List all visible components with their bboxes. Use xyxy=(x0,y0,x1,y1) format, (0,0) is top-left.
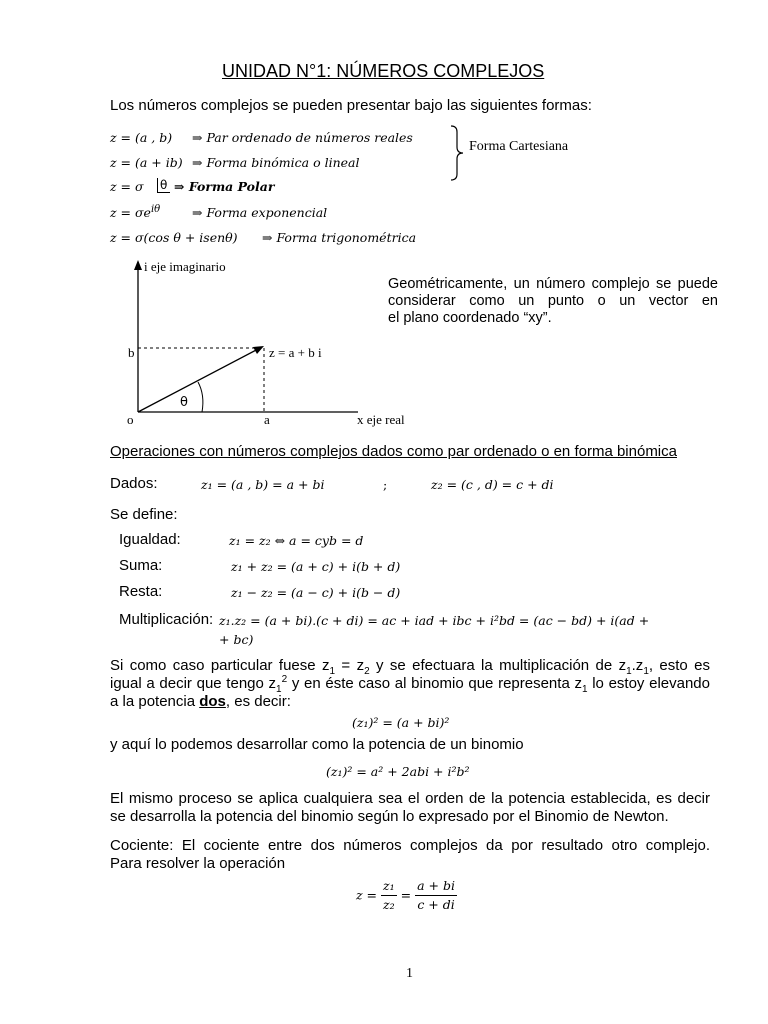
develop-text: y aquí lo podemos desarrollar como la potencia de un binomio xyxy=(110,736,524,753)
separator: ; xyxy=(383,477,388,492)
form-trig-rhs: ⇒ Forma trigonométrica xyxy=(262,230,417,245)
imaginary-axis-arrow xyxy=(134,260,142,270)
form-pair-rhs: ⇒ Par ordenado de números reales xyxy=(192,130,413,145)
brace-label: Forma Cartesiana xyxy=(469,139,569,154)
x-axis-label: x eje real xyxy=(357,412,405,427)
operations-heading: Operaciones con números complejos dados como par ordenado o en forma binómica xyxy=(110,443,677,460)
form-exp-base: z = σe xyxy=(110,205,151,220)
form-exp-power: iθ xyxy=(150,203,161,215)
geometric-text-2: el plano coordenado “xy”. xyxy=(388,310,552,326)
vector-arrow xyxy=(253,346,264,354)
igualdad-label: Igualdad: xyxy=(119,531,181,548)
equation-square: (z₁)² = (a + bi)² xyxy=(352,715,450,730)
geometric-text-1: Geométricamente, un número complejo se puede considerar como un punto o un vector en xyxy=(388,276,718,309)
equation-expand: (z₁)² = a² + 2abi + i²b² xyxy=(326,764,470,779)
page-title: UNIDAD N°1: NÚMEROS COMPLEJOS xyxy=(222,61,545,81)
b-label: b xyxy=(128,345,135,360)
newton-text-2: se desarrolla la potencia del binomio según lo expresado por el Binomio de Newton. xyxy=(110,808,669,825)
resta-formula: z₁ − z₂ = (a − c) + i(b − d) xyxy=(231,585,401,600)
multiplicacion-label: Multiplicación: xyxy=(119,611,214,628)
form-polar-lhs: z = σ xyxy=(110,179,144,194)
form-trig-lhs: z = σ(cos θ + isenθ) xyxy=(110,230,238,245)
newton-text-1: El mismo proceso se aplica cualquiera sea el orden de la potencia establecida, es decir xyxy=(110,790,710,807)
quotient-text-2: Para resolver la operación xyxy=(110,855,286,872)
quotient-text-1: Cociente: El cociente entre dos números complejos da por resultado otro complejo. xyxy=(110,837,710,854)
z2-definition: z₂ = (c , d) = c + di xyxy=(431,477,554,492)
suma-label: Suma: xyxy=(119,557,163,574)
resta-label: Resta: xyxy=(119,583,163,600)
form-binomic-lhs: z = (a + ib) xyxy=(110,155,183,170)
intro-text: Los números complejos se pueden presentar bajo las siguientes formas: xyxy=(110,97,592,114)
suma-formula: z₁ + z₂ = (a + c) + i(b + d) xyxy=(231,559,401,574)
bold-word-dos: dos xyxy=(199,693,226,710)
vector-z xyxy=(138,348,260,412)
particular-case-paragraph: Si como caso particular fuese $z_1 = z_2$ y se efectuara la multiplicación de $z_1.z_1$, esto es igual a decir que tengo $z_1^2$ y en éste caso al binomio que representa $z_1$ lo estoy elevando a la potencia dos, es decir: xyxy=(110,657,710,710)
angle-arc xyxy=(198,382,203,412)
origin-label: o xyxy=(127,412,134,427)
angle-label: θ xyxy=(180,395,188,410)
a-label: a xyxy=(264,412,270,427)
multiplicacion-formula-cont: + bc) xyxy=(219,632,254,647)
multiplicacion-formula: z₁.z₂ = (a + bi).(c + di) = ac + iad + ibc + i²bd = (ac − bd) + i(ad + xyxy=(219,613,650,628)
form-binomic-rhs: ⇒ Forma binómica o lineal xyxy=(192,155,360,170)
point-label: z = a + b i xyxy=(269,345,322,360)
polar-angle-symbol: θ xyxy=(157,178,170,193)
form-pair-lhs: z = (a , b) xyxy=(110,130,173,145)
form-exp-lhs xyxy=(110,205,160,220)
dados-label: Dados: xyxy=(110,475,158,492)
form-exp-rhs: ⇒ Forma exponencial xyxy=(192,205,328,220)
se-define-label: Se define: xyxy=(110,506,178,523)
z1-definition: z₁ = (a , b) = a + bi xyxy=(201,477,325,492)
y-axis-label: i eje imaginario xyxy=(144,259,226,274)
quotient-equation: z = $\frac{\text{z₁}}{\text{z₂}}$ = $\frac{a + bi}{c + di}$ xyxy=(356,878,455,912)
form-polar-rhs: ⇒ Forma Polar xyxy=(174,179,275,194)
igualdad-formula: z₁ = z₂ ⇔ a = cyb = d xyxy=(229,533,364,548)
curly-brace xyxy=(448,124,468,182)
page-number: 1 xyxy=(406,966,413,981)
